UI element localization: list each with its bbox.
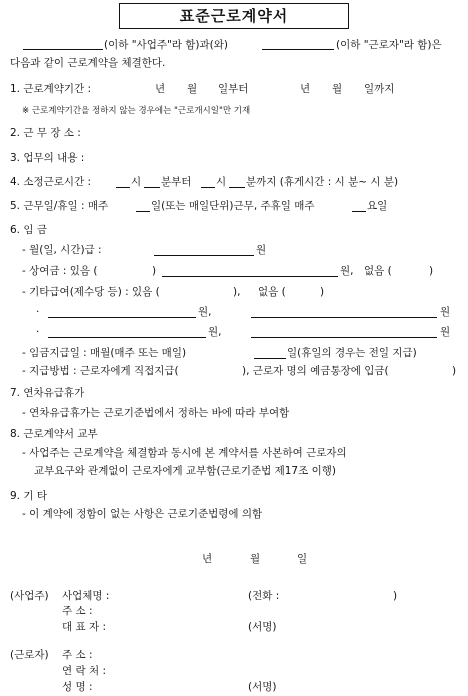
s6-bonus-won: 원, — [340, 265, 354, 277]
s1-day-end: 일까지 — [364, 83, 395, 95]
s7-text: - 연차유급휴가는 근로기준법에서 정하는 바에 따라 부여함 — [22, 407, 290, 419]
worker-tag: (근로자) — [10, 649, 49, 661]
contract-day: 일 — [297, 553, 308, 565]
s4-end-min-blank[interactable] — [229, 187, 245, 188]
s6-monthly-won: 원 — [256, 244, 267, 256]
document-title: 표준근로계약서 — [179, 7, 289, 25]
s6-other-label: - 기타급여(제수당 등) : 있음 ( — [22, 286, 160, 298]
s9-label: 9. 기 타 — [10, 490, 47, 502]
s6-bonus-amount-blank[interactable] — [162, 276, 338, 277]
s6-other-none-close: ) — [320, 286, 325, 298]
s4-hour-unit-2: 시 — [216, 176, 227, 188]
s1-year-start: 년 — [155, 83, 166, 95]
s2-label: 2. 근 무 장 소 : — [10, 127, 81, 139]
s1-label: 1. 근로계약기간 : — [10, 83, 92, 95]
s4-from: 분부터 — [161, 176, 192, 188]
s1-day-start: 일부터 — [218, 83, 249, 95]
s4-start-min-blank[interactable] — [144, 187, 160, 188]
intro-line2: 다음과 같이 근로계약을 체결한다. — [10, 57, 166, 69]
s6-other-none: 없음 ( — [258, 286, 286, 298]
s6-other-mid: ), — [233, 286, 241, 298]
s5-label: 5. 근무일/휴일 : 매주 — [10, 200, 109, 212]
employer-address-label: 주 소 : — [62, 605, 93, 617]
s6-method-deposit: ), 근로자 명의 예금통장에 입금( — [242, 365, 389, 377]
s6-monthly-label: - 월(일, 시간)급 : — [22, 244, 102, 256]
employer-phone-label: (전화 : — [248, 590, 280, 602]
s6-other-item-2-blank[interactable] — [251, 317, 437, 318]
s5-work-days: 일(또는 매일단위)근무, 주휴일 매주 — [151, 200, 315, 212]
document-title-box — [119, 3, 349, 29]
s6-other-item-3-blank[interactable] — [48, 337, 206, 338]
s5-weekday: 요일 — [367, 200, 388, 212]
s6-bonus-label: - 상여금 : 있음 ( — [22, 265, 98, 277]
s6-dot-2: · — [36, 326, 40, 338]
worker-address-label: 주 소 : — [62, 649, 93, 661]
contract-month: 월 — [250, 553, 261, 565]
intro-employer-suffix: (이하 "사업주"라 함)과(와) — [104, 39, 229, 51]
s6-payday-note: 일(휴일의 경우는 전일 지급) — [287, 347, 417, 359]
s1-month-end: 월 — [332, 83, 343, 95]
s6-method-label: - 지급방법 : 근로자에게 직접지급( — [22, 365, 179, 377]
s6-bonus-close: ) — [152, 265, 157, 277]
s8-text-1: - 사업주는 근로계약을 체결함과 동시에 본 계약서를 사본하여 근로자의 — [22, 447, 347, 459]
s6-label: 6. 임 금 — [10, 224, 47, 236]
s6-bonus-none-close: ) — [429, 265, 434, 277]
worker-name-label: 성 명 : — [62, 681, 93, 693]
s8-text-2: 교부요구와 관계없이 근로자에게 교부함(근로기준법 제17조 이행) — [34, 465, 336, 477]
worker-signature[interactable]: (서명) — [248, 681, 277, 693]
s4-start-hour-blank[interactable] — [116, 187, 130, 188]
s1-month-start: 월 — [187, 83, 198, 95]
employer-name-blank[interactable] — [23, 49, 103, 50]
s9-text: - 이 계약에 정함이 없는 사항은 근로기준법령에 의함 — [22, 508, 263, 520]
s1-note: ※ 근로계약기간을 정하지 않는 경우에는 "근로개시일"만 기재 — [22, 106, 251, 116]
employer-phone-close: ) — [393, 590, 398, 602]
employer-ceo-label: 대 표 자 : — [62, 621, 106, 633]
s1-year-end: 년 — [300, 83, 311, 95]
s4-hour-unit: 시 — [131, 176, 142, 188]
s7-label: 7. 연차유급휴가 — [10, 387, 85, 399]
s4-end-hour-blank[interactable] — [201, 187, 215, 188]
contract-year: 년 — [202, 553, 213, 565]
employer-company-label: 사업체명 : — [62, 590, 110, 602]
s6-other-won-2: 원 — [440, 306, 451, 318]
s8-label: 8. 근로계약서 교부 — [10, 428, 98, 440]
s4-label: 4. 소정근로시간 : — [10, 176, 92, 188]
intro-worker-suffix: (이하 "근로자"라 함)은 — [336, 39, 442, 51]
employer-tag: (사업주) — [10, 590, 49, 602]
s5-days-blank[interactable] — [136, 211, 150, 212]
s6-other-item-1-blank[interactable] — [48, 317, 196, 318]
s6-payday-blank[interactable] — [254, 358, 286, 359]
s6-bonus-none: 없음 ( — [364, 265, 392, 277]
worker-name-blank[interactable] — [262, 49, 334, 50]
s5-holiday-blank[interactable] — [352, 211, 366, 212]
s4-until-break: 분까지 (휴게시간 : 시 분~ 시 분) — [246, 176, 399, 188]
s6-method-close: ) — [452, 365, 457, 377]
s6-other-won-1: 원, — [198, 306, 212, 318]
s6-payday-label: - 임금지급일 : 매월(매주 또는 매일) — [22, 347, 187, 359]
employer-signature[interactable]: (서명) — [248, 621, 277, 633]
s3-label: 3. 업무의 내용 : — [10, 152, 85, 164]
s6-other-item-4-blank[interactable] — [251, 337, 437, 338]
s6-dot-1: · — [36, 306, 40, 318]
s6-monthly-blank[interactable] — [154, 255, 254, 256]
s6-other-won-4: 원 — [440, 326, 451, 338]
s6-other-won-3: 원, — [208, 326, 222, 338]
worker-contact-label: 연 락 처 : — [62, 665, 106, 677]
